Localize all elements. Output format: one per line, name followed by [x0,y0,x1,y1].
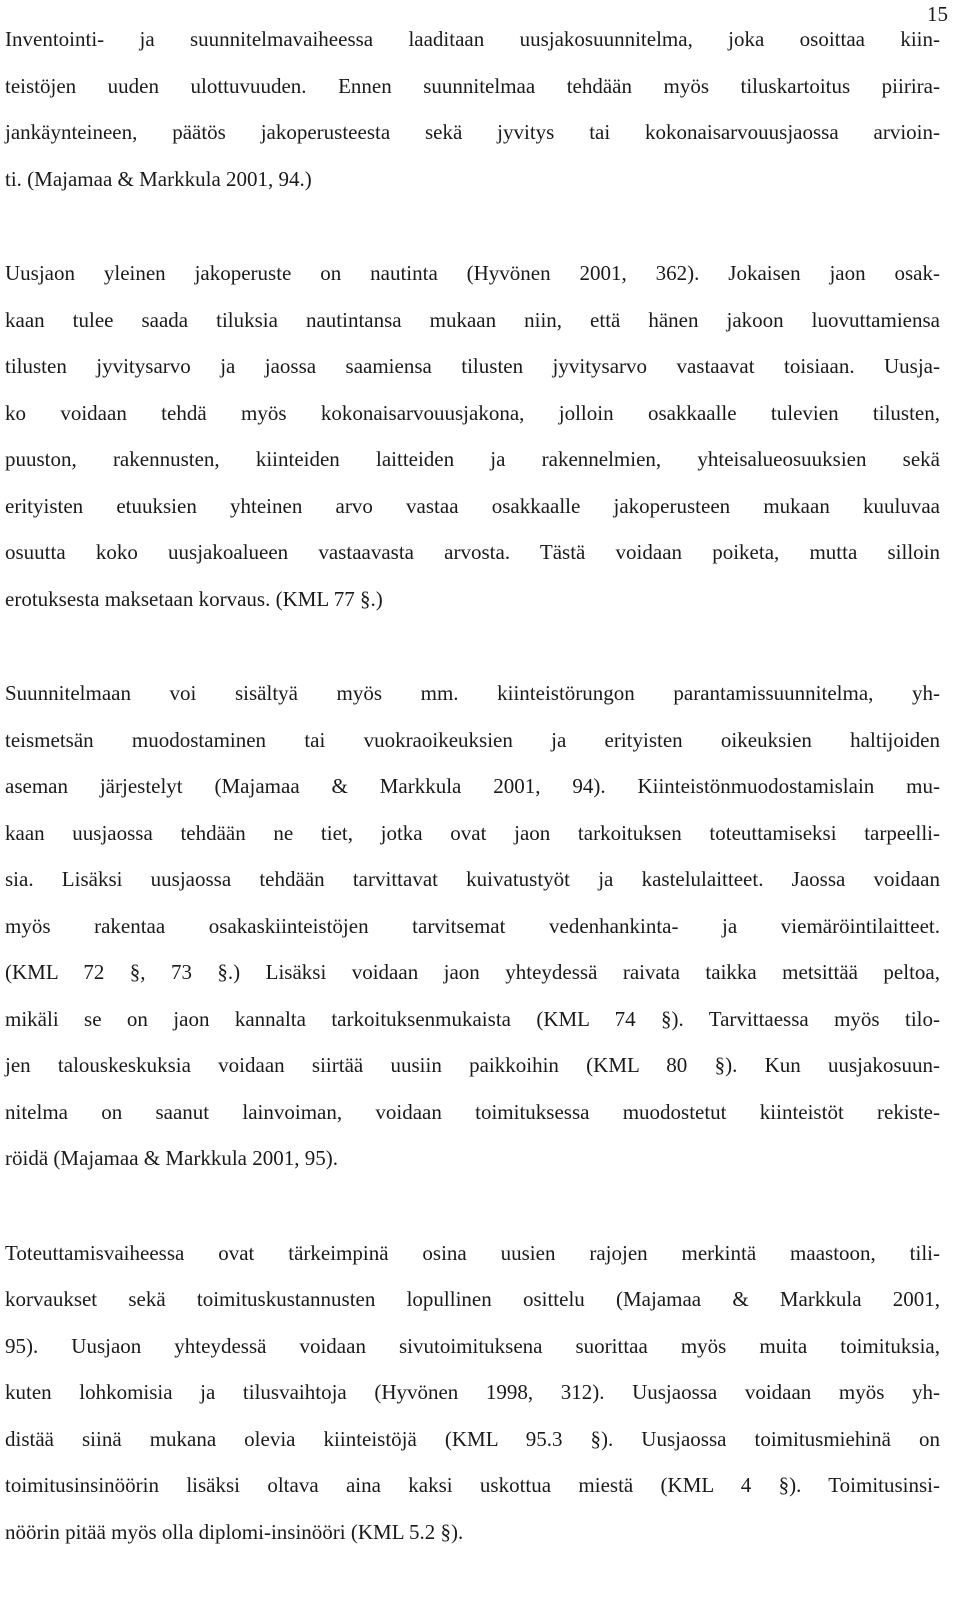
text-line: Toteuttamisvaiheessa ovat tärkeimpinä osina uusien rajojen merkintä maastoon, tili- [5,1240,940,1265]
text-line: ko voidaan tehdä myös kokonaisarvouusjakona, jolloin osakkaalle tulevien tilusten, [5,400,940,425]
text-line: Suunnitelmaan voi sisältyä myös mm. kiinteistörungon parantamissuunnitelma, yh- [5,681,940,705]
text-line: Uusjaon yleinen jakoperuste on nautinta (Hyvönen 2001, 362). Jokaisen jaon osak- [5,261,940,285]
page-number: 15 [927,2,948,26]
text-line: kaan uusjaossa tehdään ne tiet, jotka ovat jaon tarkoituksen toteuttamiseksi tarpeelli- [5,820,940,845]
text-line: nitelma on saanut lainvoiman, voidaan toimituksessa muodostetut kiinteistöt rekiste- [5,1099,940,1124]
text-line: nöörin pitää myös olla diplomi-insinööri (KML 5.2 §). [5,1519,464,1544]
text-line: teismetsän muodostaminen tai vuokraoikeuksien ja erityisten oikeuksien haltijoiden [5,727,940,752]
document-body [5,16,940,1603]
text-line: jen talouskeskuksia voidaan siirtää uusiin paikkoihin (KML 80 §). Kun uusjakosuun- [5,1053,940,1077]
text-line: distää siinä mukana olevia kiinteistöjä (KML 95.3 §). Uusjaossa toimitusmiehinä on [5,1426,940,1451]
text-line: tilusten jyvitysarvo ja jaossa saamiensa tilusten jyvitysarvo vastaavat toisiaan. Uusja- [5,354,940,378]
text-line: korvaukset sekä toimituskustannusten lopullinen osittelu (Majamaa & Markkula 2001, [5,1287,940,1311]
text-line: kuten lohkomisia ja tilusvaihtoja (Hyvönen 1998, 312). Uusjaossa voidaan myös yh- [5,1380,940,1404]
text-line: sia. Lisäksi uusjaossa tehdään tarvittavat kuivatustyöt ja kastelulaitteet. Jaossa voidaan [5,867,940,891]
text-line: toimitusinsinöörin lisäksi oltava aina kaksi uskottua miestä (KML 4 §). Toimitusinsi- [5,1473,940,1497]
text-line: kaan tulee saada tiluksia nautintansa mukaan niin, että hänen jakoon luovuttamiensa [5,307,940,332]
text-line: Inventointi- ja suunnitelmavaiheessa laaditaan uusjakosuunnitelma, joka osoittaa kiin- [5,27,940,51]
text-line: puuston, rakennusten, kiinteiden laitteiden ja rakennelmien, yhteisalueosuuksien sekä [5,447,940,471]
text-line: teistöjen uuden ulottuvuuden. Ennen suunnitelmaa tehdään myös tiluskartoitus piirira- [5,73,940,98]
text-line: myös rakentaa osakaskiinteistöjen tarvitsemat vedenhankinta- ja viemäröintilaitteet. [5,913,940,938]
paragraph [5,1230,940,1556]
text-line: mikäli se on jaon kannalta tarkoituksenmukaista (KML 74 §). Tarvittaessa myös tilo- [5,1006,940,1031]
text-line: ti. (Majamaa & Markkula 2001, 94.) [5,166,312,191]
text-line: osuutta koko uusjakoalueen vastaavasta arvosta. Tästä voidaan poiketa, mutta silloin [5,540,940,564]
paragraph [5,250,940,622]
text-line: (KML 72 §, 73 §.) Lisäksi voidaan jaon yhteydessä raivata taikka metsittää peltoa, [5,960,940,984]
text-line: aseman järjestelyt (Majamaa & Markkula 2001, 94). Kiinteistönmuodostamislain mu- [5,774,940,798]
text-line: jankäynteineen, päätös jakoperusteesta sekä jyvitys tai kokonaisarvouusjaossa arvioin- [5,120,940,144]
text-line: erityisten etuuksien yhteinen arvo vastaa osakkaalle jakoperusteen mukaan kuuluvaa [5,493,940,518]
paragraph [5,670,940,1182]
text-line: erotuksesta maksetaan korvaus. (KML 77 §.) [5,586,383,611]
text-line: röidä (Majamaa & Markkula 2001, 95). [5,1146,338,1170]
text-line: 95). Uusjaon yhteydessä voidaan sivutoimituksena suorittaa myös muita toimituksia, [5,1333,940,1358]
paragraph [5,16,940,202]
